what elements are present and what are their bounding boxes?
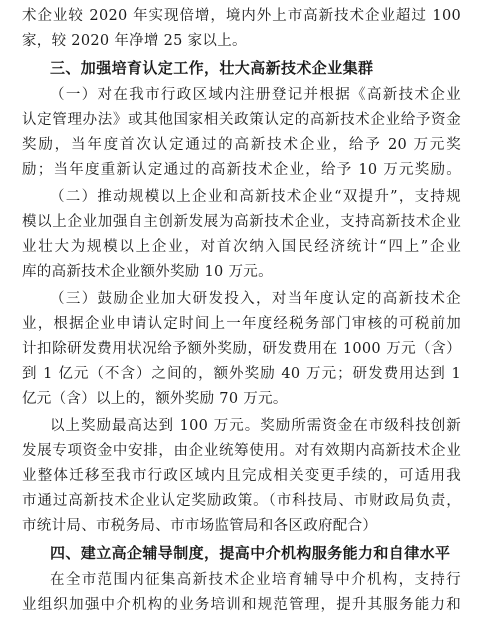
body-text-line: 亿元（含）以上的，额外奖励 70 万元。 xyxy=(22,391,288,407)
body-text-line: 业整体迁移至我市行政区域内且完成相关变更手续的，可适用我 xyxy=(22,468,461,484)
body-text-line: 到 1 亿元（不含）之间的，额外奖励 40 万元；研发费用达到 1 xyxy=(22,366,461,382)
paragraph-first-line: 以上奖励最高达到 100 万元。奖励所需资金在市级科技创新 xyxy=(50,418,461,434)
body-text-line: 奖励，当年度首次认定通过的高新技术企业，给予 20 万元奖 xyxy=(22,137,461,153)
paragraph-first-line: （三）鼓励企业加大研发投入，对当年度认定的高新技术企 xyxy=(50,291,461,307)
body-text-line: 计扣除研发费用状况给予额外奖励，研发费用在 1000 万元（含） xyxy=(22,341,461,357)
paragraph-first-line: （一）对在我市行政区域内注册登记并根据《高新技术企业 xyxy=(50,87,461,103)
paragraph-first-line: （二）推动规模以上企业和高新技术企业“双提升”，支持规 xyxy=(50,189,461,205)
body-text-line: 家，较 2020 年净增 25 家以上。 xyxy=(22,33,247,49)
section-heading: 三、加强培育认定工作，壮大高新技术企业集群 xyxy=(50,59,374,77)
body-text-line: 业壮大为规模以上企业，对首次纳入国民经济统计“四上”企业 xyxy=(22,239,461,255)
body-text-line: 市统计局、市税务局、市市场监管局和各区政府配合） xyxy=(22,518,378,534)
body-text-line: 业，根据企业申请认定时间上一年度经税务部门审核的可税前加 xyxy=(22,316,461,332)
body-text-line: 模以上企业加强自主创新发展为高新技术企业，支持高新技术企业 xyxy=(22,214,461,230)
section-heading: 四、建立高企辅导制度，提高中介机构服务能力和自律水平 xyxy=(50,544,451,562)
body-text-line: 励；当年度重新认定通过的高新技术企业，给予 10 万元奖励。 xyxy=(22,162,461,178)
body-text-line: 术企业较 2020 年实现倍增，境内外上市高新技术企业超过 100 xyxy=(22,8,461,24)
body-text-line: 市通过高新技术企业认定奖励政策。（市科技局、市财政局负责， xyxy=(22,493,461,509)
body-text-line: 业组织加强中介机构的业务培训和规范管理，提升其服务能力和 xyxy=(22,597,461,613)
body-text-line: 发展专项资金中安排，由企业统筹使用。对有效期内高新技术企业 xyxy=(22,443,461,459)
paragraph-first-line: 在全市范围内征集高新技术企业培育辅导中介机构，支持行 xyxy=(50,572,461,588)
body-text-line: 认定管理办法》或其他国家相关政策认定的高新技术企业给予资金 xyxy=(22,112,461,128)
body-text-line: 库的高新技术企业额外奖励 10 万元。 xyxy=(22,264,273,280)
